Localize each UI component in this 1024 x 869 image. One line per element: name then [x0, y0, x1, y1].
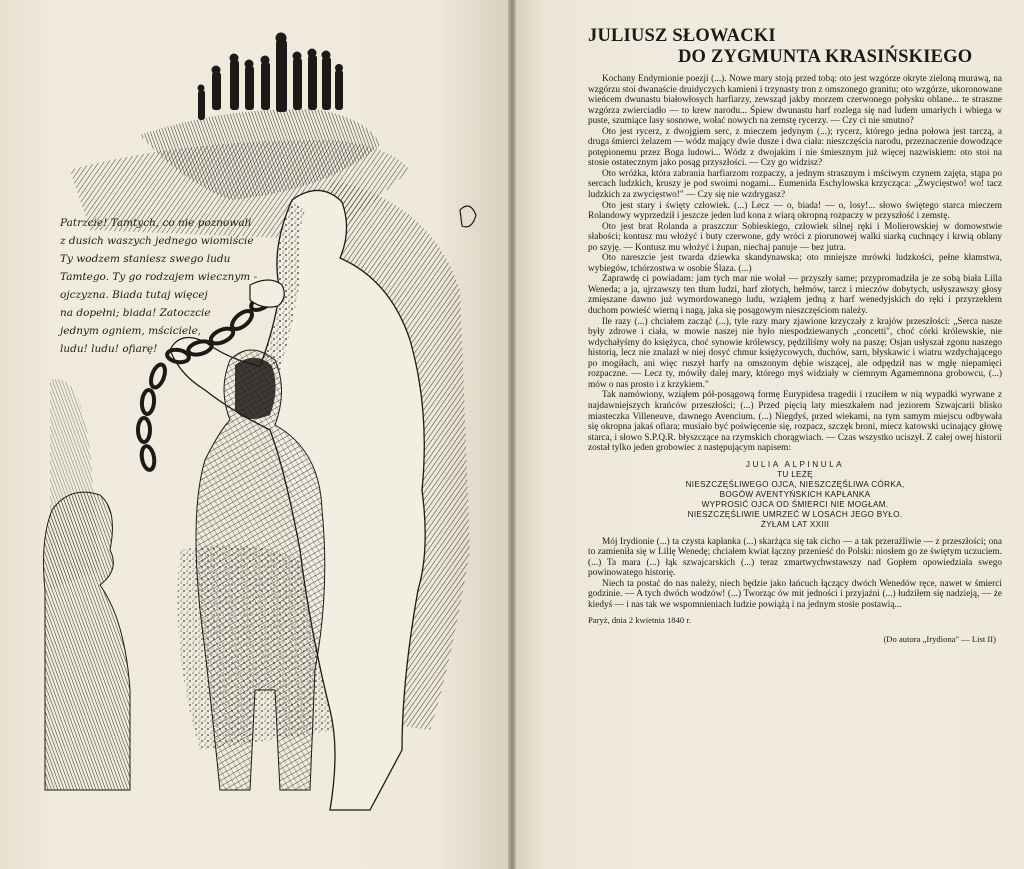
svg-text:Tamtego. Ty go rodzajem wieczn: Tamtego. Ty go rodzajem wiecznym -	[60, 271, 258, 283]
article-author: JULIUSZ SŁOWACKI	[588, 26, 776, 46]
article-title: DO ZYGMUNTA KRASIŃSKIEGO	[678, 47, 973, 67]
letter-closing	[588, 537, 1002, 611]
svg-text:na dopełni; biada! Zatoczcie: na dopełni; biada! Zatoczcie	[60, 307, 211, 319]
svg-text:ludu! ludu! ofiarę!: ludu! ludu! ofiarę!	[60, 343, 158, 355]
source-note: (Do autora „Irydiona" — List II)	[883, 633, 996, 644]
profile-figure	[44, 492, 130, 790]
tomb-inscription	[588, 460, 1002, 530]
inscription-line: WYPROSIĆ OJCA OD ŚMIERCI NIE MOGŁAM.	[701, 499, 889, 509]
paragraph: Oto jest brat Rolanda a praszczur Sobieskiego, człowiek silnej ręki i Molierowskiej w domowstwie słabości; kontusz mu włożyć i buty czerwone, gdy wróci z piorunowej walki siarką cuchnący i krwią oblany po szyję. — Kontusz mu włożyć i żupan, niechaj panuje — bez jutra.	[588, 221, 1002, 253]
inscription-line: NIESZCZĘŚLIWIE UMRZEĆ W LOSACH JEGO BYŁO.	[687, 509, 903, 519]
ink-illustration	[30, 30, 490, 820]
paragraph: Kochany Endymionie poezji (...). Nowe mary stoją przed tobą: oto jest wzgórze okryte zieloną murawą, na wzgórzu stoi dwanaście druidyczych kamieni i trzynasty tron z omszonego granitu; oto wzgórze, ukoronowane wieńcem dwunastu białowłosych harfiarzy, zewsząd jakby morzem czerwonego połysku oblane... te straszne wzgórza zwierciadło — to krew narodu... Śpiew dwunastu harf rozlega się nad ludem umarłych i wbiega w puste, szumiące lasy sosnowe, wołać nowych na zemstę rycerzy. — Czy ci nie smutno?	[588, 74, 1002, 127]
inscription-line: NIESZCZĘŚLIWEGO OJCA, NIESZCZĘŚLIWA CÓRKA,	[685, 479, 905, 489]
letter-body	[588, 74, 1002, 454]
figures-on-hill	[198, 33, 344, 121]
svg-text:ojczyzna. Biada tutaj więcej: ojczyzna. Biada tutaj więcej	[60, 289, 208, 301]
inscription-line: BOGÓW AVENTYŃSKICH KAPŁANKA	[719, 489, 871, 499]
paragraph: Mój Irydionie (...) ta czysta kapłanka (...) skarżąca się tak cicho — a tak przeraźliwie — z przeszłości; ona to zamieniła się w Lillę Wenedę; chciałem kwiat łączny przenieść do Polski: niosłem go ze świętym uczuciem. (...) Ta mara (...) łąk szwajcarskich (...) teraz zmartwychwstawszy nad Gopłem opowiedziała swego powinowatego historię.	[588, 536, 1002, 579]
svg-text:jednym ogniem, mściciele,: jednym ogniem, mściciele,	[60, 325, 202, 337]
right-page	[516, 0, 1024, 869]
inscription-line: JULIA ALPINULA	[745, 459, 845, 469]
svg-text:z dusich waszych jednego wiomi: z dusich waszych jednego wiomiście	[60, 235, 254, 247]
left-page	[0, 0, 508, 869]
inscription-line: TU LEŻĘ	[777, 469, 813, 479]
handwritten-verse	[58, 217, 258, 355]
svg-text:Patrzcie! Tamtych, co nie pozn: Patrzcie! Tamtych, co nie poznowali	[60, 217, 252, 229]
paragraph: Oto jest stary i święty człowiek. (...) Lecz — o, biada! — o, losy!... słowo świętego starca mieczem Rolandowy wyprzedził i jeszcze jeden lud kona z wiarą okropną rozpaczy w przyszłość i zemstę.	[588, 200, 1002, 222]
signature-date: Paryż, dnia 2 kwietnia 1840 r.	[588, 614, 691, 625]
paragraph: Tak namówiony, wziąłem pół-posągową formę Eurypidesa tragedii i rzuciłem w nią wypadki wyrwane z najdawniejszych krańców przeszłości; (...) Przed pięcią laty mieszkałem nad jeziorem Szwajcarii blisko miasteczka Villeneuve, dawnego Avencium. (...) Niegdyś, przed wiekami, na tym samym miejscu odbywała się okropna jakaś ofiara; musiało być poświęcenie się, rozpacz, szczęk broni, miecz katowski ucinający głowę starca, i słowo S.P.Q.R. błyszczące na rzymskich chorągwiach. — Czas wszystko uciszył. Z całej owej historii został tylko jeden grobowiec z następującym napisem:	[588, 390, 1002, 454]
book-gutter	[508, 0, 516, 869]
svg-text:Ty wodzem staniesz swego ludu: Ty wodzem staniesz swego ludu	[60, 253, 231, 265]
paragraph: Zaprawdę ci powiadam: jam tych mar nie wołał — przyszły same; przypromadziła je ze sobą biała Lilla Weneda; a ja, ujrzawszy ten tłum ludzi, harf złotych, hełmów, tarcz i mieczów dobytych, usłyszawszy głosy zmięszane dawno już wymordowanego ludu, wziąłem jedną z harf wenedyjskich do ręki i przyrzekłem duchom powieść wierną i nagą, jaka się posągowym nieszczęściom należy.	[588, 274, 1002, 317]
paragraph: Oto jest rycerz, z dwojgiem serc, z mieczem jedynym (...); rycerz, którego jedna połowa jest tarczą, a druga śmierci żelazem — wódz mający dwie dusze i dwa ciała: nieszczęścia narodu, przeznaczenie dowodzące potępionemu przez Boga ludowi... Wódz z dwojakim i nie śmiesznym już więcej nazwiskiem: oto stoi na stosie ostatecznym jako posąg przyszłości. — Czy go widzisz?	[588, 126, 1002, 169]
inscription-line: ŻYŁAM LAT XXIII	[760, 519, 830, 529]
paragraph: Ile razy (...) chciałem zacząć (...), tyle razy mary zjawione krzyczały z krajów przeszłości: „Serca nasze były zdrowe i ciała, w mowie naszej nie było niespodziewanych „concetti", choć córki królewskie, nie wdychałyśmy do księżyca, choć synowie królewscy, pędziliśmy woły na paszę; Osjan usłyszał zgonu naszego historią, lecz nie znalazł w niej dosyć chmur księżycowych, duchów, sarn, błyskawic i wiatru wzdychającego po mogiłach, ani więc ruszył harfy na omszonym dębie wiszącej, ale odpędził nas w mgłę niepamięci rozpaczne. — Lecz ty, mówiły dalej mary, którego myś widziały w ciemnym Agamemnona grobowcu, (...) mów o nas prosto i z krzykiem."	[588, 316, 1002, 390]
paragraph: Oto wróżka, która zabrania harfiarzom rozpaczy, a jednym strasznym i mściwym czynem zajęta, stąpa po sercach ludzkich, kruszy je pod swoimi nogami... Eumenida Eschylowska krzycząca: „Zwycięstwo! wo! tacz ludzkich za zwycięstwo!" — Czy się nie wzdrygasz?	[588, 168, 1002, 201]
paragraph: Niech ta postać do nas należy, niech będzie jako łańcuch łączący dwóch Wenedów ręce, nawet w śmierci godzinie. — A tych dwóch wodzów! (...) Tworząc ów mit jedności i przyjaźni (...) łudziłem się nadzieją, — że kiedyś — i nas tak we wspomnieniach ludzie powiążą i na jednym stosie postawią...	[588, 578, 1002, 610]
paragraph: Oto nareszcie jest twarda dziewka skandynawska; oto mniejsze mrówki ludzkości, pełne kłamstwa, wybiegów, tchórzostwa w osobie Ślaza. (...)	[588, 253, 1002, 274]
